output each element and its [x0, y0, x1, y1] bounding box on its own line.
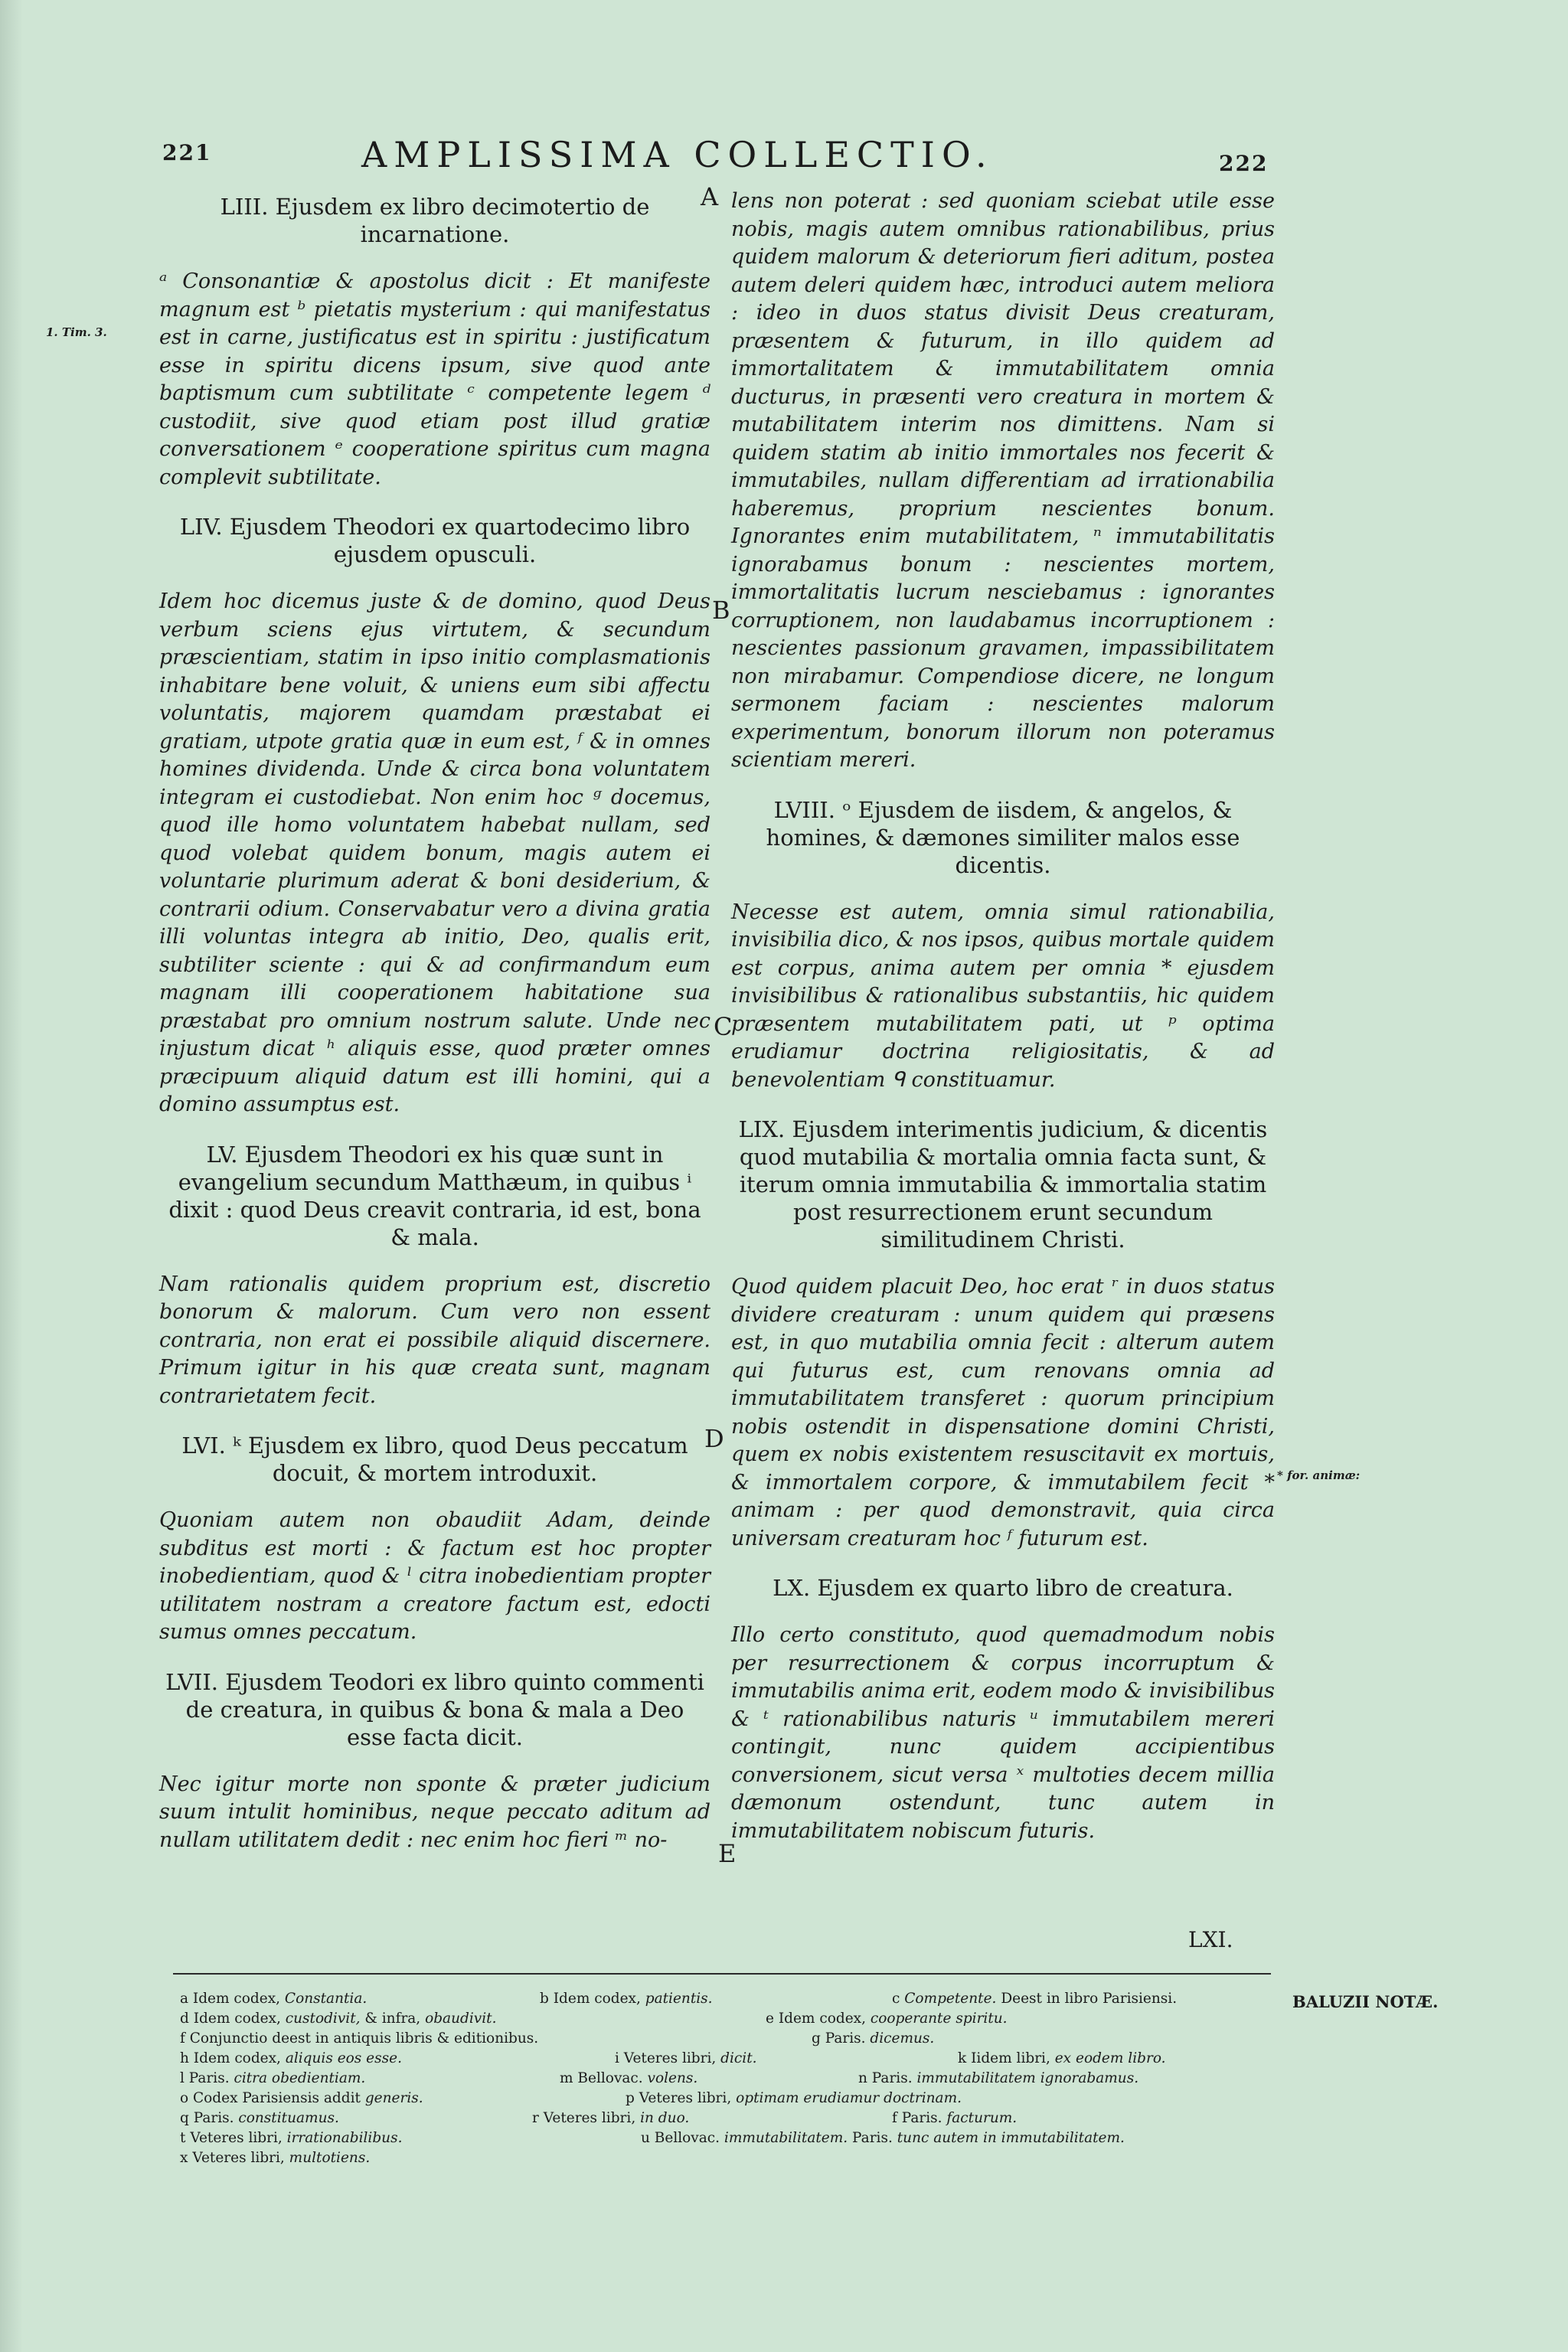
margin-letter-c: C — [714, 1012, 733, 1041]
footnote: p Veteres libri, optimam erudiamur doctrinam. — [626, 2090, 962, 2106]
footnote: t Veteres libri, irrationabilibus. — [180, 2130, 403, 2146]
section-heading-lvii: LVII. Ejusdem Teodori ex libro quinto commenti de creatura, in quibus & bona & mala a Deo esse facta dicit. — [165, 1668, 704, 1750]
section-text-lx: Illo certo constituto, quod quemadmodum nobis per resurrectionem & corpus incorruptum & immutabilis anima erit, eodem modo & invisibilibus & ᵗ rationabilibus naturis ᵘ immutabilem mereri contingit, nunc quidem accipientibus conversionem, sicut versa ˣ multoties decem millia dæmonum ostendunt, tunc autem in immutabilitatem nobiscum futuris. — [731, 1623, 1275, 1843]
section-text-liii: ᵃ Consonantiæ & apostolus dicit : Et manifeste magnum est ᵇ pietatis mysterium : qui manifestatus est in carne, justificatus est in spiritu : justificatum esse in spiritu dicens ipsum, sive quod ante baptismum cum subtilitate ᶜ competente legem ᵈ custodiit, sive quod etiam post illud gratiæ conversationem ᵉ cooperatione spiritus cum magna complevit subtilitate. — [159, 270, 710, 489]
footnote: c Competente. Deest in libro Parisiensi. — [892, 1991, 1178, 2007]
footnote: f Conjunctio deest in antiquis libris & editionibus. — [180, 2030, 539, 2047]
section-heading-liii: LIII. Ejusdem ex libro decimotertio de incarnatione. — [220, 194, 650, 247]
margin-letter-e: E — [718, 1839, 737, 1868]
continued-text: lens non poterat : sed quoniam sciebat utile esse nobis, magis autem omnibus rationabilibus, prius quidem malorum & deteriorum fieri aditum, postea autem deleri quidem hæc, introduci autem meliora : ideo in duos status divisit Deus creaturam, præsentem & futurum, in illo quidem ad immortalitatem & immutabilitatem omnia ducturus, in præsenti vero creatura in mortem & mutabilitatem interim nos dimittens. Nam si quidem statim ab initio immortales nos fecerit & immutabiles, nullam differentiam ad irrationabilia haberemus, proprium nescientes bonum. Ignorantes enim mutabilitatem, ⁿ immutabilitatis ignorabamus bonum : nescientes mortem, immortalitatis lucrum nesciebamus : ignorantes corruptionem, non laudabamus incorruptionem : nescientes passionum gravamen, impassibilitatem non mirabamur. Compendiose dicere, ne longum sermonem faciam : nescientes malorum experimentum, bonorum illorum non poteramus scientiam mereri. — [731, 189, 1275, 772]
margin-reference-left: 1. Tim. 3. — [46, 325, 107, 339]
page-number-left: 221 — [162, 140, 212, 165]
section-text-lix: Quod quidem placuit Deo, hoc erat ʳ in duos status dividere creaturam : unum quidem qui præsens est, in quo mutabilia omnia fecit : alterum autem qui futurus est, cum renovans omnia ad immutabilitatem transferet : quorum principium nobis ostendit in dispensatione domini Christi, quem ex nobis existentem resuscitavit ex mortuis, & immortalem corpore, & immutabilem fecit * animam : per quod demonstravit, quia circa universam creaturam hoc ᶠ futurum est. — [731, 1275, 1275, 1550]
footnote: u Bellovac. immutabilitatem. Paris. tunc autem in immutabilitatem. — [641, 2130, 1125, 2146]
footnote: k Iidem libri, ex eodem libro. — [958, 2050, 1166, 2066]
footnote: h Idem codex, aliquis eos esse. — [180, 2050, 402, 2066]
footnote: m Bellovac. volens. — [560, 2070, 698, 2086]
footnote: x Veteres libri, multotiens. — [180, 2150, 371, 2166]
section-heading-lx: LX. Ejusdem ex quarto libro de creatura. — [773, 1575, 1233, 1601]
footnote: q Paris. constituamus. — [180, 2110, 339, 2126]
section-text-lv: Nam rationalis quidem proprium est, discretio bonorum & malorum. Cum vero non essent contraria, non erat ei possibile aliquid discernere. Primum igitur in his quæ creata sunt, magnam contrarietatem fecit. — [159, 1272, 710, 1408]
footnote: f Paris. facturum. — [892, 2110, 1018, 2126]
notes-title: BALUZII NOTÆ. — [1292, 1992, 1439, 2011]
margin-letter-b: B — [712, 596, 730, 625]
footnote: e Idem codex, cooperante spiritu. — [766, 2011, 1008, 2027]
right-column — [731, 188, 1275, 1867]
page-header — [0, 134, 1568, 180]
page-number-right: 222 — [1219, 151, 1269, 176]
footnote: r Veteres libri, in duo. — [532, 2110, 690, 2126]
running-title: AMPLISSIMA COLLECTIO. — [361, 134, 994, 175]
margin-letter-a: A — [701, 182, 719, 211]
footnote: o Codex Parisiensis addit generis. — [180, 2090, 423, 2106]
adjacent-page-edge — [0, 0, 23, 2352]
footnote: a Idem codex, Constantia. — [180, 1991, 368, 2007]
footnotes — [180, 1991, 1282, 2197]
section-text-lvii: Nec igitur morte non sponte & præter judicium suum intulit hominibus, neque peccato aditum ad nullam utilitatem dedit : nec enim hoc fieri ᵐ no- — [159, 1772, 710, 1852]
catchword: LXI. — [1188, 1927, 1233, 1952]
margin-reference-right: * for. animæ: — [1277, 1468, 1361, 1482]
section-heading-lv: LV. Ejusdem Theodori ex his quæ sunt in evangelium secundum Matthæum, in quibus ⁱ dixit : quod Deus creavit contraria, id est, bona & mala. — [168, 1141, 701, 1250]
section-text-liv: Idem hoc dicemus juste & de domino, quod Deus verbum sciens ejus virtutem, & secundum præscientiam, statim in ipso initio complasmationis inhabitare bene voluit, & uniens eum sibi affectu voluntatis, majorem quamdam præstabat ei gratiam, utpote gratia quæ in eum est, ᶠ & in omnes homines dividenda. Unde & circa bona voluntatem integram ei custodiebat. Non enim hoc ᵍ docemus, quod ille homo voluntatem habebat nullam, sed quod volebat quidem bonum, magis autem ei voluntarie plurimum aderat & boni desiderium, & contrarii odium. Conservabatur vero a divina gratia illi voluntas integra ab initio, Deo, qualis erit, subtiliter sciente : qui & ad confirmandum eum magnam illi cooperationem habitatione sua præstabat pro omnium nostrum salute. Unde nec injustum dicat ʰ aliquis esse, quod præter omnes præcipuum aliquid datum est illi homini, qui a domino assumptus est. — [159, 590, 710, 1116]
left-column — [159, 193, 710, 1865]
footnote-rule — [173, 1973, 1271, 1975]
section-heading-lvi: LVI. ᵏ Ejusdem ex libro, quod Deus peccatum docuit, & mortem introduxit. — [181, 1432, 688, 1486]
section-text-lviii: Necesse est autem, omnia simul rationabilia, invisibilia dico, & nos ipsos, quibus mortale quidem est corpus, anima autem per omnia * ejusdem invisibilibus & rationalibus substantiis, hic quidem præsentem mutabilitatem pati, ut ᵖ optima erudiamur doctrina religiositatis, & ad benevolentiam ᑫ constituamur. — [731, 900, 1275, 1092]
footnote: l Paris. citra obedientiam. — [180, 2070, 366, 2086]
section-heading-lix: LIX. Ejusdem interimentis judicium, & dicentis quod mutabilia & mortalia omnia facta sunt, & iterum omnia immutabilia & immortalia statim post resurrectionem erunt secundum similitudinem Christi. — [738, 1116, 1268, 1253]
footnote: d Idem codex, custodivit, & infra, obaudivit. — [180, 2011, 497, 2027]
footnote: g Paris. dicemus. — [812, 2030, 935, 2047]
section-heading-lviii: LVIII. ᵒ Ejusdem de iisdem, & angelos, & homines, & dæmones similiter malos esse dicentis. — [766, 796, 1240, 878]
section-heading-liv: LIV. Ejusdem Theodori ex quartodecimo libro ejusdem opusculi. — [179, 514, 691, 567]
footnote: b Idem codex, patientis. — [540, 1991, 713, 2007]
footnote: i Veteres libri, dicit. — [615, 2050, 757, 2066]
footnote: n Paris. immutabilitatem ignorabamus. — [858, 2070, 1139, 2086]
margin-letter-d: D — [704, 1424, 724, 1453]
section-text-lvi: Quoniam autem non obaudiit Adam, deinde subditus est morti : & factum est hoc propter inobedientiam, quod & ˡ citra inobedientiam propter utilitatem nostram a creatore factum est, edocti sumus omnes peccatum. — [159, 1508, 710, 1644]
